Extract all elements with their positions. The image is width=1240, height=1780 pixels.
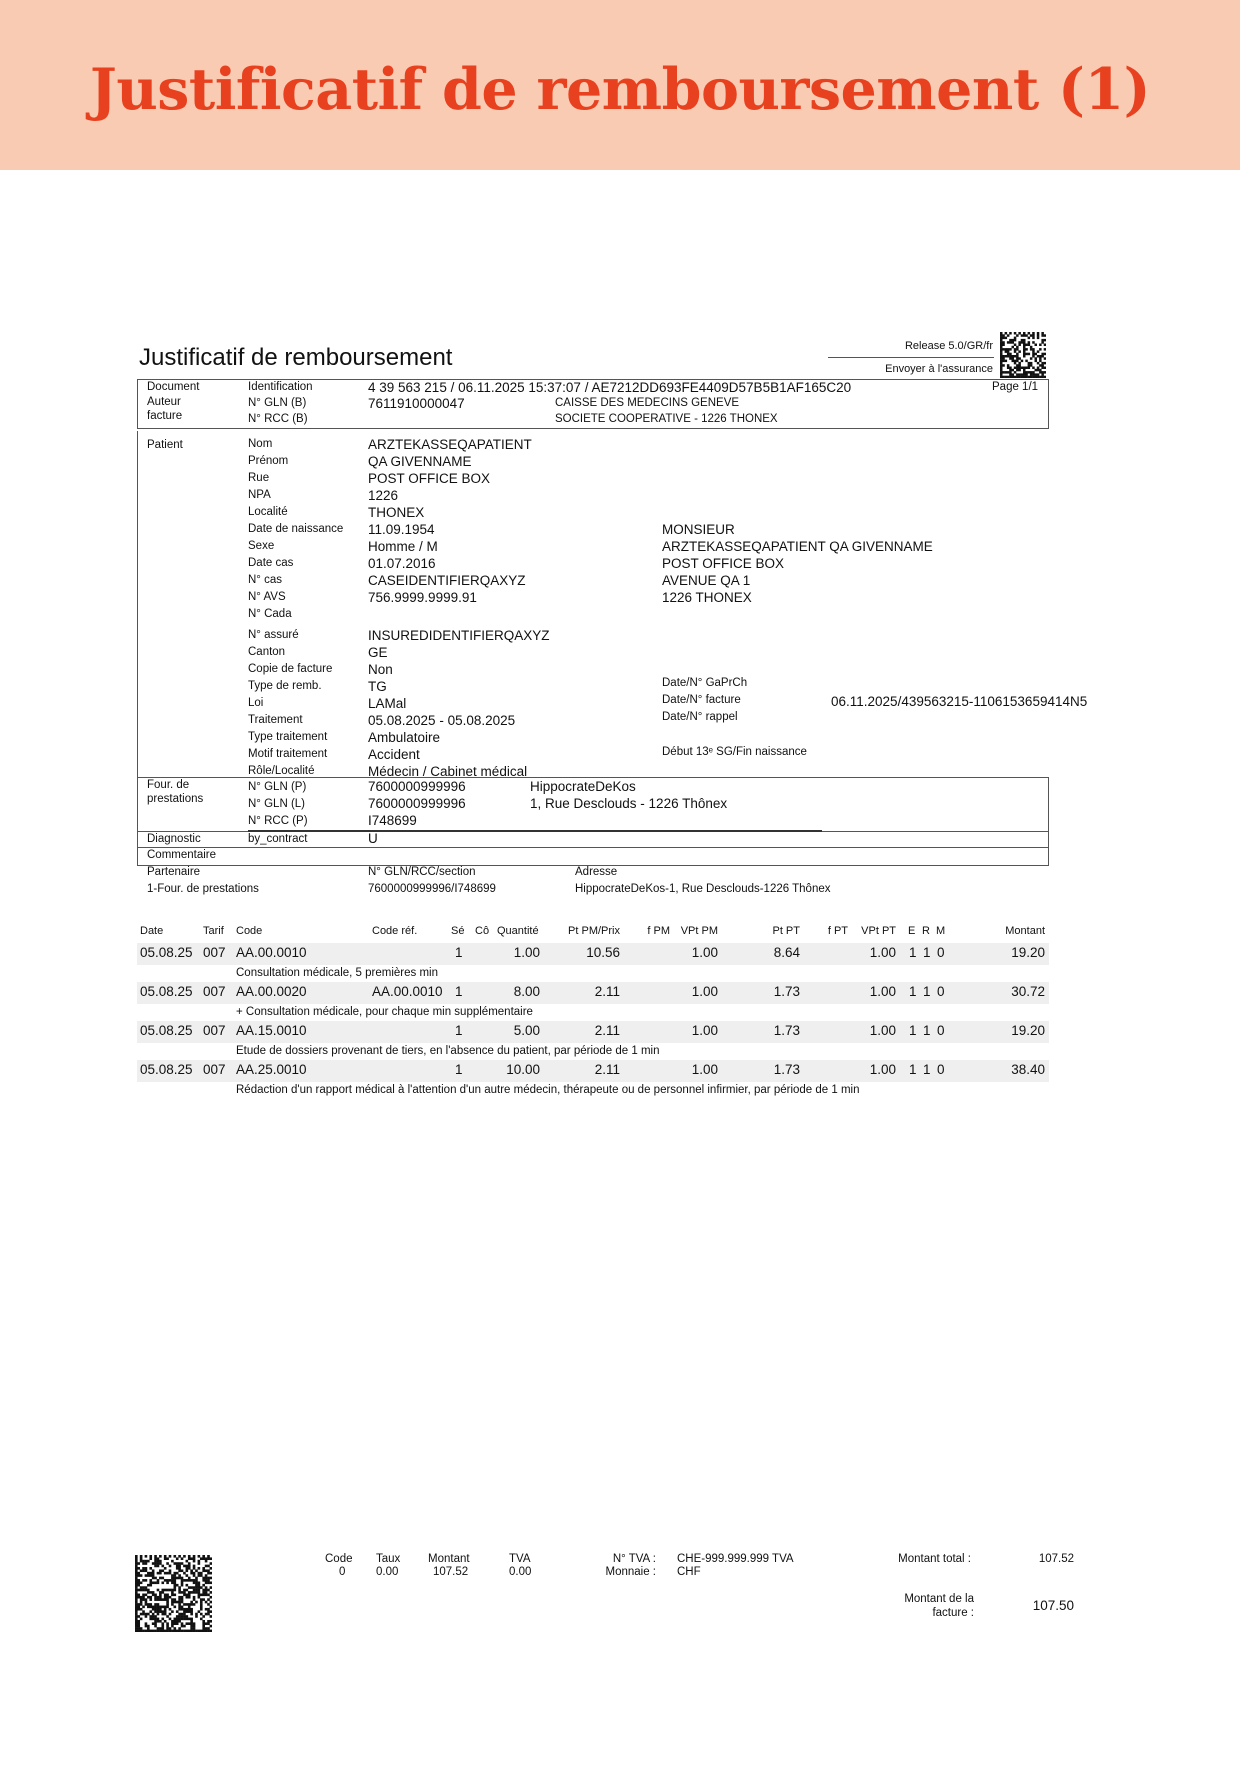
patient-field-label: Copie de facture <box>248 663 333 675</box>
patient-field-label: Motif traitement <box>248 748 328 760</box>
patient-field-label: Sexe <box>248 540 275 552</box>
table-cell-r: 1 <box>923 1062 931 1077</box>
gln-p-label: N° GLN (P) <box>248 781 307 793</box>
footer-code-label: Code <box>325 1553 353 1565</box>
patient-address-line: POST OFFICE BOX <box>662 556 785 571</box>
partner-col-gln: N° GLN/RCC/section <box>368 866 476 878</box>
patient-field-label: Traitement <box>248 714 303 726</box>
table-cell-se: 1 <box>455 984 463 999</box>
partner-row-address: HippocrateDeKos-1, Rue Desclouds-1226 Thônex <box>575 883 831 895</box>
qr-code-top <box>1000 332 1046 378</box>
table-column-header: E <box>908 925 916 937</box>
table-column-header: f PM <box>647 925 670 937</box>
patient-field-label: NPA <box>248 489 271 501</box>
table-column-header: VPt PM <box>680 925 718 937</box>
diagnostic-code: by_contract <box>248 833 308 845</box>
table-cell-montant: 30.72 <box>1011 984 1045 999</box>
table-column-header: M <box>936 925 946 937</box>
table-cell-se: 1 <box>455 1062 463 1077</box>
table-cell-code: AA.15.0010 <box>236 1023 307 1038</box>
banner-title: Justificatif de remboursement (1) <box>89 56 1151 123</box>
table-cell-m: 0 <box>937 1062 945 1077</box>
table-cell-tarif: 007 <box>203 1023 226 1038</box>
table-cell-ref: AA.00.0010 <box>372 984 443 999</box>
patient-field-value: QA GIVENNAME <box>368 454 472 469</box>
table-cell-ptpt: 1.73 <box>773 1023 800 1038</box>
patient-field-value: Homme / M <box>368 539 438 554</box>
identification-value: 4 39 563 215 / 06.11.2025 15:37:07 / AE7212DD693FE4409D57B5B1AF165C20 <box>368 380 852 395</box>
table-cell-se: 1 <box>455 1023 463 1038</box>
patient-field-label: Loi <box>248 697 264 709</box>
patient-field-value: Médecin / Cabinet médical <box>368 764 528 779</box>
patient-field-label: N° AVS <box>248 591 286 603</box>
author-label: Auteur <box>147 396 181 408</box>
partner-row-name: 1-Four. de prestations <box>147 883 259 895</box>
patient-field-value: Ambulatoire <box>368 730 441 745</box>
patient-field-label: Rôle/Localité <box>248 765 315 777</box>
footer-taux-value: 0.00 <box>376 1566 399 1578</box>
patient-field-label: Date cas <box>248 557 294 569</box>
footer-montant-value: 107.52 <box>433 1566 469 1578</box>
footer-tva-label: TVA <box>509 1553 531 1565</box>
table-cell-vptpm: 1.00 <box>691 945 718 960</box>
table-cell-ptpt: 8.64 <box>773 945 800 960</box>
rappel-label: Date/N° rappel <box>662 711 738 723</box>
gln-l-address: 1, Rue Desclouds - 1226 Thônex <box>530 796 728 811</box>
diagnostic-value: U <box>368 831 378 846</box>
footer-montant-label: Montant <box>428 1553 470 1565</box>
footer-ntva-label: N° TVA : <box>612 1553 656 1565</box>
patient-field-label: Date de naissance <box>248 523 344 535</box>
patient-field-label: Prénom <box>248 455 289 467</box>
table-column-header: Tarif <box>203 925 224 937</box>
patient-field-value: ARZTEKASSEQAPATIENT <box>368 437 532 452</box>
identification-label: Identification <box>248 381 313 393</box>
footer-facture-label-2: facture : <box>932 1607 974 1619</box>
table-row-description: Consultation médicale, 5 premières min <box>236 967 438 979</box>
gln-p-name: HippocrateDeKos <box>530 779 636 794</box>
table-cell-e: 1 <box>909 1023 917 1038</box>
table-cell-date: 05.08.25 <box>140 1023 193 1038</box>
patient-address-line: ARZTEKASSEQAPATIENT QA GIVENNAME <box>662 539 933 554</box>
release-label: Release 5.0/GR/fr <box>904 340 993 352</box>
patient-field-value: 01.07.2016 <box>368 556 436 571</box>
qr-code-bottom <box>135 1555 212 1632</box>
table-cell-code: AA.00.0020 <box>236 984 307 999</box>
patient-field-value: 756.9999.9999.91 <box>368 590 477 605</box>
table-cell-qty: 10.00 <box>506 1062 540 1077</box>
patient-field-value: Non <box>368 662 393 677</box>
table-cell-montant: 38.40 <box>1011 1062 1045 1077</box>
patient-field-value: Accident <box>368 747 420 762</box>
page-number: Page 1/1 <box>992 381 1039 393</box>
table-cell-r: 1 <box>923 984 931 999</box>
send-to-insurer-label: Envoyer à l'assurance <box>885 363 993 375</box>
facture-ref-label: Date/N° facture <box>662 694 741 706</box>
gln-l-label: N° GLN (L) <box>248 798 305 810</box>
patient-field-value: LAMal <box>368 696 407 711</box>
rcc-p-label: N° RCC (P) <box>248 815 308 827</box>
footer-monnaie-value: CHF <box>677 1566 701 1578</box>
gln-p-value: 7600000999996 <box>368 779 466 794</box>
table-column-header: Date <box>140 925 164 937</box>
table-cell-vptpt: 1.00 <box>869 1062 896 1077</box>
patient-field-value: 1226 <box>368 488 399 503</box>
patient-field-value: 05.08.2025 - 05.08.2025 <box>368 713 516 728</box>
footer-monnaie-label: Monnaie : <box>605 1566 656 1578</box>
diagnostic-label: Diagnostic <box>147 833 201 845</box>
table-cell-vptpm: 1.00 <box>691 1023 718 1038</box>
debut-label: Début 13ᵉ SG/Fin naissance <box>662 746 807 758</box>
gln-b-name: CAISSE DES MEDECINS GENEVE <box>555 397 740 409</box>
document-label: Document <box>147 381 200 393</box>
table-cell-vptpt: 1.00 <box>869 945 896 960</box>
table-cell-tarif: 007 <box>203 1062 226 1077</box>
table-column-header: Quantité <box>497 925 539 937</box>
table-cell-vptpm: 1.00 <box>691 984 718 999</box>
patient-field-value: INSUREDIDENTIFIERQAXYZ <box>368 628 550 643</box>
footer-total-value: 107.52 <box>1038 1553 1074 1565</box>
table-row-description: Etude de dossiers provenant de tiers, en l'absence du patient, par période de 1 min <box>236 1045 660 1057</box>
table-cell-code: AA.00.0010 <box>236 945 307 960</box>
table-column-header: VPt PT <box>861 925 896 937</box>
patient-field-value: POST OFFICE BOX <box>368 471 491 486</box>
commentaire-label: Commentaire <box>147 849 217 861</box>
table-cell-tarif: 007 <box>203 984 226 999</box>
patient-field-label: Localité <box>248 506 288 518</box>
partner-col-partenaire: Partenaire <box>147 866 201 878</box>
table-column-header: Pt PM/Prix <box>568 925 620 937</box>
table-cell-ptpm: 2.11 <box>594 1023 620 1038</box>
footer-code-value: 0 <box>339 1566 346 1578</box>
gln-b-label: N° GLN (B) <box>248 397 307 409</box>
patient-field-label: N° assuré <box>248 629 299 641</box>
document-title: Justificatif de remboursement <box>139 344 453 371</box>
patient-field-value: THONEX <box>368 505 425 520</box>
partner-row-id: 7600000999996/I748699 <box>368 883 496 895</box>
table-cell-ptpm: 2.11 <box>594 984 620 999</box>
patient-field-value: CASEIDENTIFIERQAXYZ <box>368 573 526 588</box>
rcc-p-value: I748699 <box>368 813 417 828</box>
table-cell-m: 0 <box>937 984 945 999</box>
provider-label-line1: Four. de <box>147 779 190 791</box>
table-cell-vptpm: 1.00 <box>691 1062 718 1077</box>
patient-field-label: N° cas <box>248 574 282 586</box>
footer-facture-value: 107.50 <box>1032 1598 1074 1613</box>
table-cell-date: 05.08.25 <box>140 984 193 999</box>
table-cell-e: 1 <box>909 945 917 960</box>
table-cell-qty: 8.00 <box>513 984 540 999</box>
table-cell-tarif: 007 <box>203 945 226 960</box>
gaprch-label: Date/N° GaPrCh <box>662 677 748 689</box>
patient-field-label: N° Cada <box>248 608 292 620</box>
footer-taux-label: Taux <box>376 1553 401 1565</box>
patient-field-label: Type traitement <box>248 731 328 743</box>
patient-address-line: AVENUE QA 1 <box>662 573 751 588</box>
table-cell-r: 1 <box>923 1023 931 1038</box>
table-cell-qty: 1.00 <box>513 945 540 960</box>
table-cell-r: 1 <box>923 945 931 960</box>
table-cell-m: 0 <box>937 945 945 960</box>
table-cell-se: 1 <box>455 945 463 960</box>
patient-section-label: Patient <box>147 439 183 451</box>
patient-address-line: MONSIEUR <box>662 522 735 537</box>
patient-field-label: Nom <box>248 438 273 450</box>
table-column-header: Cô <box>475 925 490 937</box>
patient-field-value: 11.09.1954 <box>368 522 435 537</box>
footer-tva-value: 0.00 <box>509 1566 532 1578</box>
table-row-description: + Consultation médicale, pour chaque min supplémentaire <box>236 1006 533 1018</box>
table-column-header: Montant <box>1005 925 1045 937</box>
patient-field-label: Type de remb. <box>248 680 322 692</box>
footer-ntva-value: CHE-999.999.999 TVA <box>677 1553 794 1565</box>
table-cell-m: 0 <box>937 1023 945 1038</box>
table-cell-ptpt: 1.73 <box>773 1062 800 1077</box>
table-column-header: R <box>922 925 930 937</box>
page-banner <box>0 0 1240 170</box>
table-column-header: Pt PT <box>772 925 800 937</box>
table-column-header: Code réf. <box>372 925 418 937</box>
footer-facture-label-1: Montant de la <box>904 1593 974 1605</box>
table-cell-code: AA.25.0010 <box>236 1062 307 1077</box>
table-cell-montant: 19.20 <box>1011 1023 1045 1038</box>
table-column-header: Sé <box>451 925 465 937</box>
table-column-header: Code <box>236 925 263 937</box>
provider-label-line2: prestations <box>147 793 204 805</box>
gln-l-value: 7600000999996 <box>368 796 466 811</box>
table-cell-ptpt: 1.73 <box>773 984 800 999</box>
table-cell-date: 05.08.25 <box>140 1062 193 1077</box>
table-cell-date: 05.08.25 <box>140 945 193 960</box>
table-column-header: f PT <box>827 925 848 937</box>
table-cell-e: 1 <box>909 1062 917 1077</box>
partner-col-adresse: Adresse <box>575 866 618 878</box>
footer-total-label: Montant total : <box>898 1553 971 1565</box>
table-cell-ptpm: 2.11 <box>594 1062 620 1077</box>
patient-field-label: Rue <box>248 472 270 484</box>
table-cell-ptpm: 10.56 <box>586 945 620 960</box>
facture-label: facture <box>147 410 183 422</box>
table-cell-vptpt: 1.00 <box>869 1023 896 1038</box>
rcc-b-name: SOCIETE COOPERATIVE - 1226 THONEX <box>555 413 778 425</box>
patient-field-value: GE <box>368 645 388 660</box>
table-row-description: Rédaction d'un rapport médical à l'attention d'un autre médecin, thérapeute ou de personnel infirmier, par période de 1 min <box>236 1084 860 1096</box>
table-cell-vptpt: 1.00 <box>869 984 896 999</box>
rcc-b-label: N° RCC (B) <box>248 413 308 425</box>
facture-ref-value: 06.11.2025/439563215-1106153659414N5 <box>831 694 1088 709</box>
gln-b-value: 7611910000047 <box>368 396 465 411</box>
patient-field-label: Canton <box>248 646 286 658</box>
patient-address-line: 1226 THONEX <box>662 590 752 605</box>
table-cell-montant: 19.20 <box>1011 945 1045 960</box>
patient-field-value: TG <box>368 679 387 694</box>
table-cell-e: 1 <box>909 984 917 999</box>
table-cell-qty: 5.00 <box>513 1023 540 1038</box>
